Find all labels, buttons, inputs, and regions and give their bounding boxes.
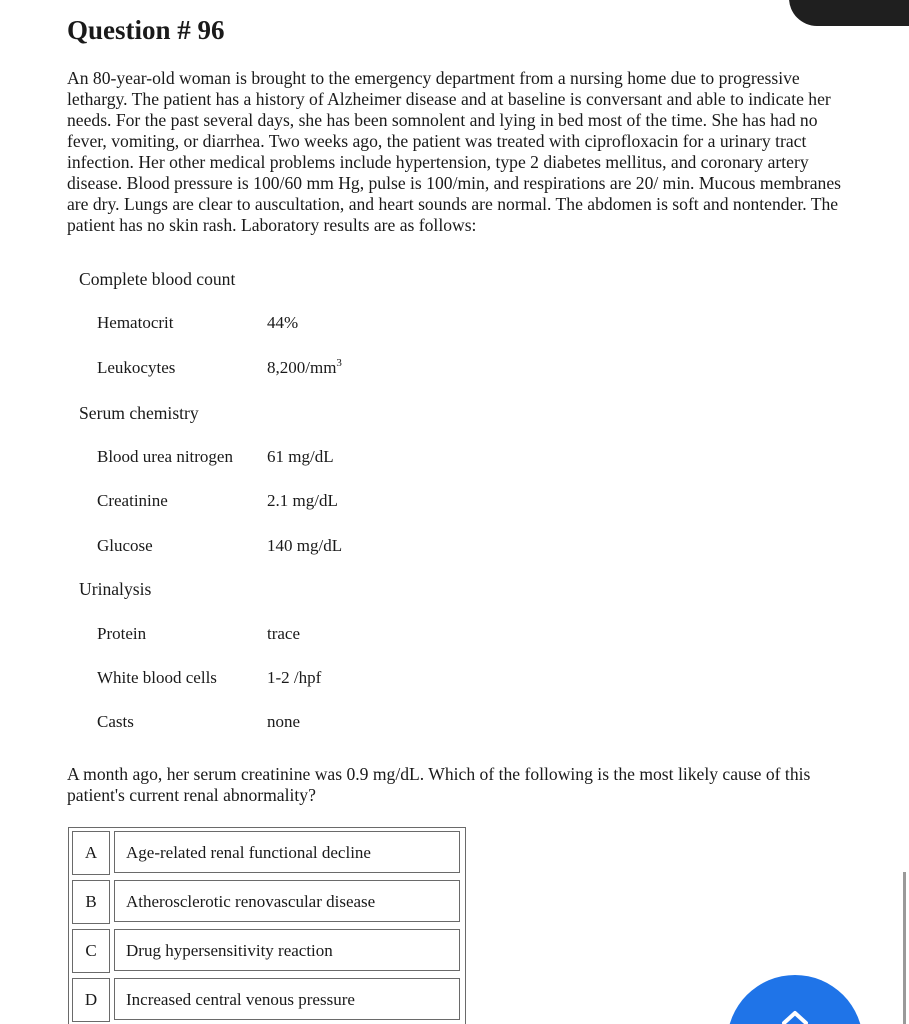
answer-text: Atherosclerotic renovascular disease xyxy=(114,880,460,922)
answer-choice-d[interactable] xyxy=(72,978,462,1022)
scroll-to-top-button[interactable] xyxy=(727,975,863,1024)
lab-name: Hematocrit xyxy=(97,313,174,332)
question-vignette: An 80-year-old woman is brought to the emergency department from a nursing home due to progressive lethargy. The patient has a history of Alzheimer disease and at baseline is conversant and able to indicate her needs. For the past several days, she has been somnolent and lying in bed most of the time. She has had no fever, vomiting, or diarrhea. Two weeks ago, the patient was treated with ciprofloxacin for a urinary tract infection. Her other medical problems include hypertension, type 2 diabetes mellitus, and coronary artery disease. Blood pressure is 100/60 mm Hg, pulse is 100/min, and respirations are 20/ min. Mucous membranes are dry. Lungs are clear to auscultation, and heart sounds are normal. The abdomen is soft and nontender. The patient has no skin rash. Laboratory results are as follows: xyxy=(67,68,842,235)
lab-value-superscript: 3 xyxy=(336,357,342,369)
lab-value-text: 8,200/mm xyxy=(267,358,337,377)
lab-row-glucose xyxy=(97,535,497,557)
lab-row-protein xyxy=(97,623,497,645)
answer-choice-b[interactable] xyxy=(72,880,462,924)
lab-name: White blood cells xyxy=(97,668,217,687)
chevron-up-icon xyxy=(781,1010,809,1024)
lab-value: 140 mg/dL xyxy=(267,536,343,555)
lab-value: none xyxy=(267,712,301,731)
lab-row-hematocrit xyxy=(97,312,497,334)
lab-name: Creatinine xyxy=(97,491,168,510)
lab-name: Leukocytes xyxy=(97,358,176,377)
lab-section-heading: Serum chemistry xyxy=(79,403,199,423)
lab-section-heading: Complete blood count xyxy=(79,269,236,289)
question-stem: A month ago, her serum creatinine was 0.9 mg/dL. Which of the following is the most likely cause of this patient's current renal abnormality? xyxy=(67,764,811,805)
lab-name: Blood urea nitrogen xyxy=(97,447,233,466)
answer-letter: C xyxy=(72,929,110,973)
scrollbar[interactable] xyxy=(903,872,906,1024)
lab-row-leukocytes xyxy=(97,357,497,379)
answer-letter: B xyxy=(72,880,110,924)
answer-text: Age-related renal functional decline xyxy=(114,831,460,873)
lab-value xyxy=(267,357,342,379)
lab-name: Glucose xyxy=(97,536,153,555)
lab-value: 2.1 mg/dL xyxy=(267,491,338,510)
lab-section-heading: Urinalysis xyxy=(79,579,152,599)
answer-choice-c[interactable] xyxy=(72,929,462,973)
top-corner-overlay xyxy=(789,0,909,26)
lab-value: 61 mg/dL xyxy=(267,447,334,466)
answer-letter: D xyxy=(72,978,110,1022)
lab-row-creatinine xyxy=(97,490,497,512)
answer-choices xyxy=(68,827,466,1024)
lab-name: Protein xyxy=(97,624,147,643)
lab-row-bun xyxy=(97,446,497,468)
answer-text: Increased central venous pressure xyxy=(114,978,460,1020)
lab-value: 44% xyxy=(267,313,299,332)
lab-row-casts xyxy=(97,711,497,733)
lab-name: Casts xyxy=(97,712,134,731)
lab-row-wbc xyxy=(97,667,497,689)
answer-text: Drug hypersensitivity reaction xyxy=(114,929,460,971)
answer-letter: A xyxy=(72,831,110,875)
answer-choice-a[interactable] xyxy=(72,831,462,875)
lab-value: trace xyxy=(267,624,301,643)
lab-value: 1-2 /hpf xyxy=(267,668,322,687)
page-title: Question # 96 xyxy=(67,15,225,45)
